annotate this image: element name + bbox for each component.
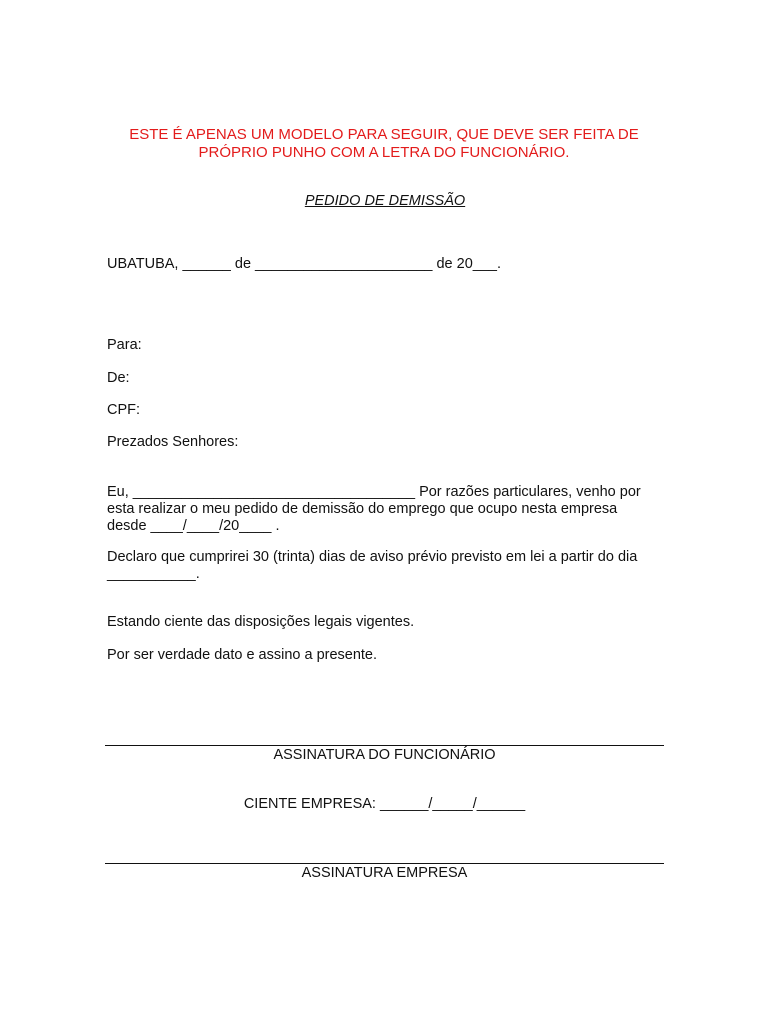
- paragraph-line: Declaro que cumprirei 30 (trinta) dias de aviso prévio previsto em lei a partir do dia: [107, 549, 638, 565]
- company-signature-label: ASSINATURA EMPRESA: [301, 865, 468, 881]
- document-title: PEDIDO DE DEMISSÃO: [304, 193, 466, 209]
- model-warning-notice: [90, 126, 678, 162]
- paragraph-line: Eu, ___________________________________ Por razões particulares, venho por: [107, 484, 641, 500]
- warning-line-2: PRÓPRIO PUNHO COM A LETRA DO FUNCIONÁRIO.: [198, 144, 570, 161]
- employee-signature-line: [105, 745, 664, 746]
- greeting: Prezados Senhores:: [107, 434, 239, 450]
- paragraph-notice-period: [107, 549, 667, 583]
- paragraph-line: ___________.: [107, 566, 200, 582]
- field-de: De:: [107, 370, 130, 386]
- paragraph-aware: Estando ciente das disposições legais vigentes.: [107, 614, 415, 630]
- paragraph-request: [107, 484, 667, 535]
- field-cpf: CPF:: [107, 402, 141, 418]
- paragraph-truth: Por ser verdade dato e assino a presente.: [107, 647, 378, 663]
- company-signature-line: [105, 863, 664, 864]
- paragraph-line: desde ____/____/20____ .: [107, 518, 280, 534]
- paragraph-line: esta realizar o meu pedido de demissão do emprego que ocupo nesta empresa: [107, 501, 618, 517]
- date-line: UBATUBA, ______ de ______________________ de 20___.: [107, 256, 501, 272]
- warning-line-1: ESTE É APENAS UM MODELO PARA SEGUIR, QUE DEVE SER FEITA DE: [129, 126, 639, 143]
- field-para: Para:: [107, 337, 142, 353]
- company-aware-line: CIENTE EMPRESA: ______/_____/______: [243, 796, 526, 812]
- employee-signature-label: ASSINATURA DO FUNCIONÁRIO: [273, 747, 496, 763]
